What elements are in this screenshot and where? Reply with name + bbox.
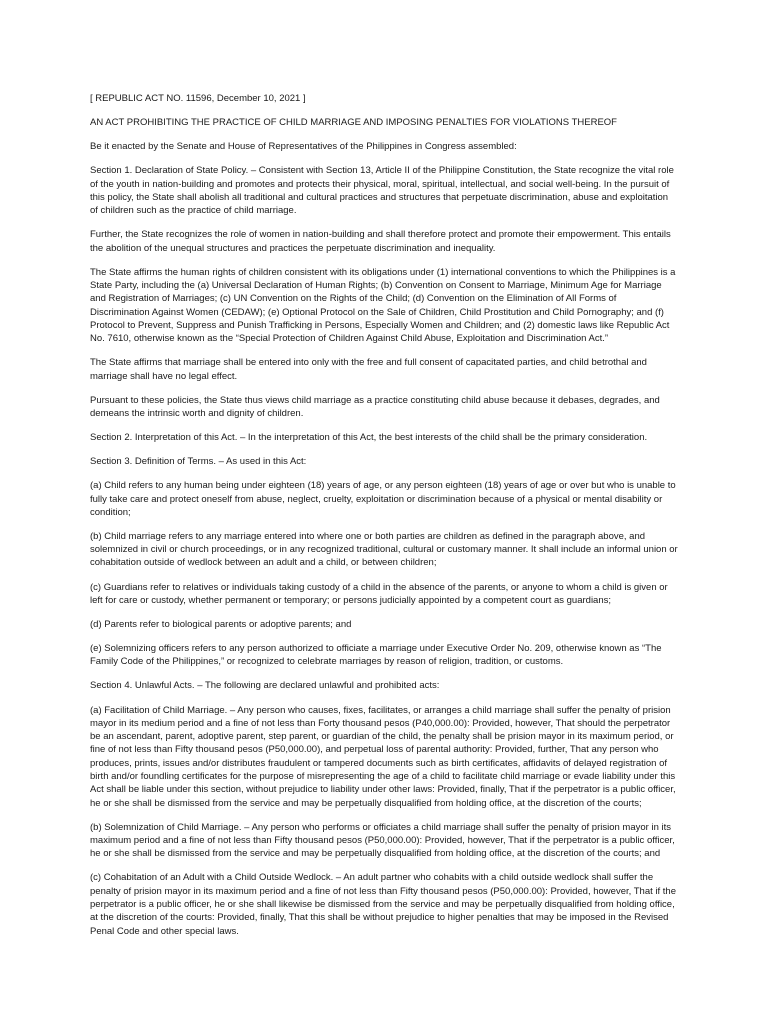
act-title: AN ACT PROHIBITING THE PRACTICE OF CHILD MARRIAGE AND IMPOSING PENALTIES FOR VIOLATIONS THEREOF: [90, 117, 617, 129]
section-1-declaration-paragraph: Section 1. Declaration of State Policy. – Consistent with Section 13, Article II of the Philippine Constitution, the State recognize the vital role of the youth in nation-building and promotes and protects their physical, moral, spiritual, intellectual, and social well-being. In the pursuit of this policy, the State shall abolish all traditional and cultural practices and structures that perpetuate discrimination, abuse and exploitation of children such as the practice of child marriage.: [90, 165, 674, 217]
definition-guardians: (c) Guardians refer to relatives or individuals taking custody of a child in the absence of the parents, or anyone to whom a child is given or left for care or custody, whether permanent or temporary; or persons judicially appointed by a competent court as guardians;: [90, 581, 668, 606]
child-abuse-paragraph: Pursuant to these policies, the State thus views child marriage as a practice constituting child abuse because it debases, degrades, and demeans the intrinsic worth and dignity of children.: [90, 394, 660, 419]
definition-child-marriage: (b) Child marriage refers to any marriage entered into where one or both parties are children as defined in the paragraph above, and solemnized in civil or church proceedings, or in any recognized traditional, cultural or customary manner. It shall include an informal union or cohabitation outside of wedlock between an adult and a child, or between children;: [90, 530, 678, 569]
section-2-paragraph: Section 2. Interpretation of this Act. – In the interpretation of this Act, the best interests of the child shall be the primary consideration.: [90, 432, 648, 444]
human-rights-paragraph: The State affirms the human rights of children consistent with its obligations under (1) international conventions to which the Philippines is a State Party, including the (a) Universal Declaration of Human Rights; (b) Convention on Consent to Marriage, Minimum Age for Marriage and Registration of Marriages; (c) UN Convention on the Rights of the Child; (d) Convention on the Elimination of All Forms of Discrimination Against Women (CEDAW); (e) Optional Protocol on the Sale of Children, Child Prostitution and Child Pornography; and (f) Protocol to Prevent, Suppress and Punish Trafficking in Persons, Especially Women and Children; and (2) domestic laws like Republic Act No. 7610, otherwise known as the “Special Protection of Children Against Child Abuse, Exploitation and Discrimination Act.”: [90, 266, 676, 345]
definition-solemnizing-officers: (e) Solemnizing officers refers to any person authorized to officiate a marriage under Executive Order No. 209, otherwise known as “The Family Code of the Philippines,” or recognized to celebrate marriages by reason of religion, tradition, or customs.: [90, 643, 662, 668]
document-page: [90, 92, 678, 949]
unlawful-act-solemnization: (b) Solemnization of Child Marriage. – Any person who performs or officiates a child marriage shall suffer the penalty of prision mayor in its maximum period and a fine of not less than Fifty thousand pesos (P50,000.00): Provided, however, That if the perpetrator is a public officer, he or she shall be dismissed from the service and may be perpetually disqualified from holding office, at the discretion of the courts; and: [90, 821, 675, 860]
enacting-clause: Be it enacted by the Senate and House of Representatives of the Philippines in Congress assembled:: [90, 141, 517, 153]
unlawful-act-facilitation: (a) Facilitation of Child Marriage. – Any person who causes, fixes, facilitates, or arranges a child marriage shall suffer the penalty of prision mayor in its medium period and a fine of not less than Forty thousand pesos (P40,000.00): Provided, however, That should the perpetrator be an ascendant, parent, adoptive parent, step parent, or guardian of the child, the penalty shall be prision mayor in its maximum period, or fine of not less than Fifty thousand pesos (P50,000.00), and perpetual loss of parental authority: Provided, further, That any person who produces, prints, issues and/or distributes fraudulent or tampered documents such as birth certificates, affidavits of delayed registration of birth and/or foundling certificates for the purpose of misrepresenting the age of a child to facilitate child marriage or evade liability under this Act shall be liable under this section, without prejudice to liability under other laws: Provided, finally, That if the perpetrator is a public officer, he or she shall be dismissed from the service and may be perpetually disqualified from holding office, at the discretion of the courts;: [90, 704, 676, 809]
act-number-header: [ REPUBLIC ACT NO. 11596, December 10, 2021 ]: [90, 93, 306, 104]
definition-child: (a) Child refers to any human being under eighteen (18) years of age, or any person eighteen (18) years of age or over but who is unable to fully take care and protect oneself from abuse, neglect, cruelty, exploitation or discrimination because of a physical or mental disability or condition;: [90, 480, 676, 518]
definition-parents: (d) Parents refer to biological parents or adoptive parents; and: [90, 618, 352, 630]
section-3-heading: Section 3. Definition of Terms. – As used in this Act:: [90, 456, 307, 468]
section-4-heading: Section 4. Unlawful Acts. – The following are declared unlawful and prohibited acts:: [90, 680, 440, 692]
women-empowerment-paragraph: Further, the State recognizes the role of women in nation-building and shall therefore protect and promote their empowerment. This entails the abolition of the unequal structures and practices the perpetuate discrimination and inequality.: [90, 229, 671, 254]
unlawful-act-cohabitation: (c) Cohabitation of an Adult with a Child Outside Wedlock. – An adult partner who cohabits with a child outside wedlock shall suffer the penalty of prision mayor in its maximum period and a fine of not less than Fifty thousand pesos (P50,000.00): Provided, however, That if the perpetrator is a public officer, he or she shall likewise be dismissed from the service and may be perpetually disqualified from holding office, at the discretion of the courts: Provided, finally, That this shall be without prejudice to higher penalties that may be imposed in the Revised Penal Code and other special laws.: [90, 872, 676, 937]
consent-paragraph: The State affirms that marriage shall be entered into only with the free and full consent of capacitated parties, and child betrothal and marriage shall have no legal effect.: [90, 357, 647, 382]
